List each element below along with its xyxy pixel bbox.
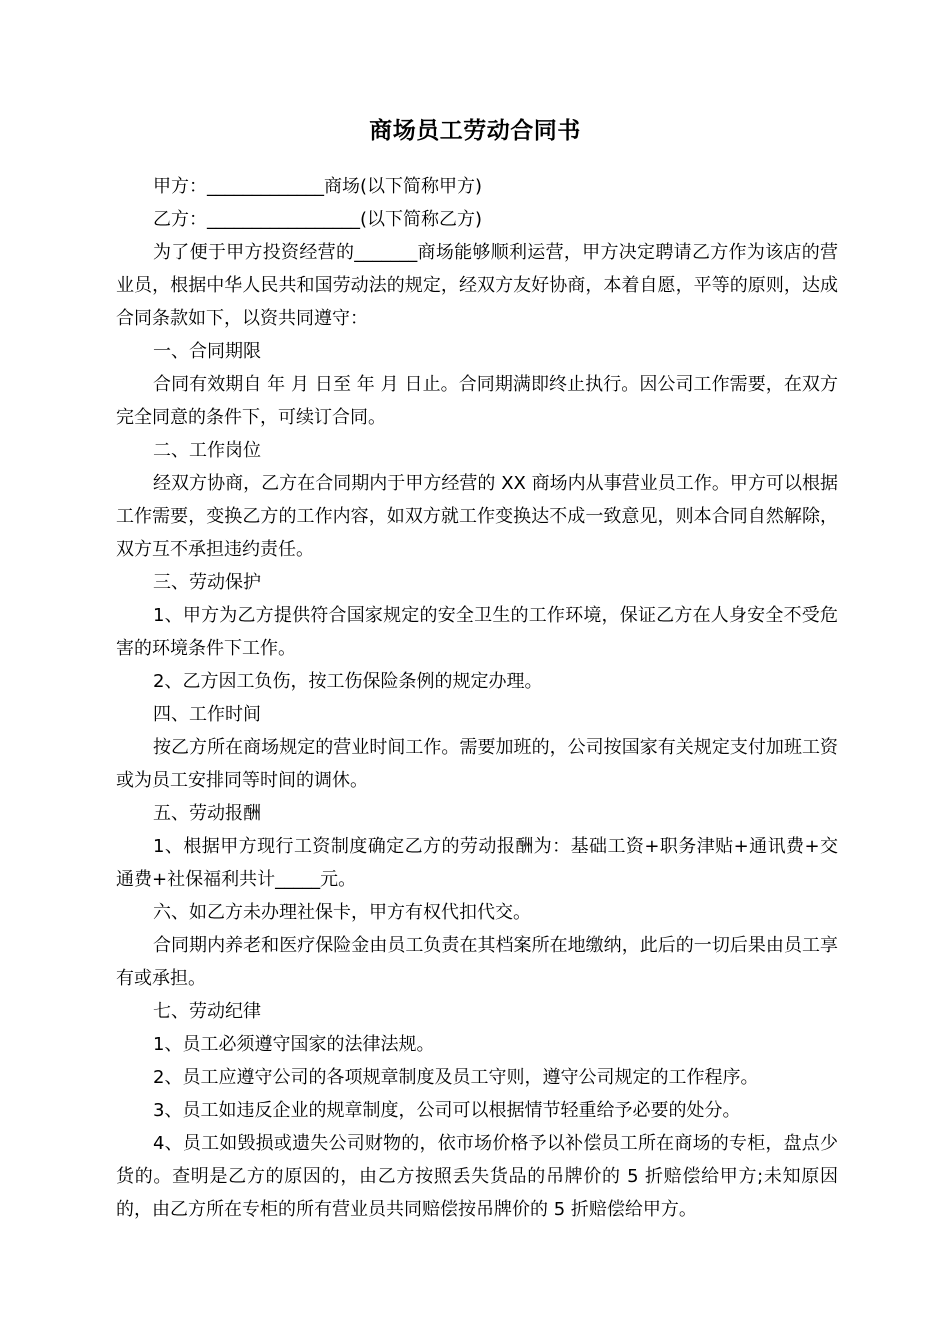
section-heading-social-security: 六、如乙方未办理社保卡，甲方有权代扣代交。 <box>153 902 531 923</box>
document-title: 商场员工劳动合同书 <box>369 118 581 144</box>
section-heading-discipline: 七、劳动纪律 <box>153 1001 261 1022</box>
party-a-line: 甲方：_____________商场(以下简称甲方) <box>153 176 483 197</box>
discipline-clause-4: 4、员工如毁损或遗失公司财物的，依市场价格予以补偿员工所在商场的专柜，盘点少货的。查明是乙方的原因的，由乙方按照丢失货品的吊牌价的 5 折赔偿给甲方;未知原因的，由乙方所在专柜的所有营业员共同赔偿按吊牌价的 5 折赔偿给甲方。 <box>116 1133 838 1220</box>
discipline-clause-1: 1、员工必须遵守国家的法律法规。 <box>153 1034 435 1055</box>
term-paragraph: 合同有效期自 年 月 日至 年 月 日止。合同期满即终止执行。因公司工作需要，在双方完全同意的条件下，可续订合同。 <box>116 374 838 428</box>
discipline-clause-2: 2、员工应遵守公司的各项规章制度及员工守则，遵守公司规定的工作程序。 <box>153 1067 759 1088</box>
section-heading-hours: 四、工作时间 <box>153 704 261 725</box>
discipline-clause-3: 3、员工如违反企业的规章制度，公司可以根据情节轻重给予必要的处分。 <box>153 1100 741 1121</box>
party-b-line: 乙方：_________________(以下简称乙方) <box>153 209 483 230</box>
section-heading-position: 二、工作岗位 <box>153 440 261 461</box>
section-heading-term: 一、合同期限 <box>153 341 261 362</box>
protection-clause-1: 1、甲方为乙方提供符合国家规定的安全卫生的工作环境，保证乙方在人身安全不受危害的环境条件下工作。 <box>116 605 838 659</box>
hours-paragraph: 按乙方所在商场规定的营业时间工作。需要加班的，公司按国家有关规定支付加班工资或为员工安排同等时间的调休。 <box>116 737 838 791</box>
preamble-paragraph: 为了便于甲方投资经营的_______商场能够顺利运营，甲方决定聘请乙方作为该店的营业员，根据中华人民共和国劳动法的规定，经双方友好协商，本着自愿，平等的原则，达成合同条款如下，以资共同遵守： <box>116 242 838 329</box>
document-body <box>116 170 838 1226</box>
section-heading-pay: 五、劳动报酬 <box>153 803 261 824</box>
section-heading-protection: 三、劳动保护 <box>153 572 261 593</box>
position-paragraph: 经双方协商，乙方在合同期内于甲方经营的 XX 商场内从事营业员工作。甲方可以根据工作需要，变换乙方的工作内容，如双方就工作变换达不成一致意见，则本合同自然解除，双方互不承担违约责任。 <box>116 473 838 560</box>
social-security-paragraph: 合同期内养老和医疗保险金由员工负责在其档案所在地缴纳，此后的一切后果由员工享有或承担。 <box>116 935 838 989</box>
pay-clause-1: 1、根据甲方现行工资制度确定乙方的劳动报酬为：基础工资+职务津贴+通讯费+交通费+社保福利共计_____元。 <box>116 836 838 890</box>
protection-clause-2: 2、乙方因工负伤，按工伤保险条例的规定办理。 <box>153 671 543 692</box>
